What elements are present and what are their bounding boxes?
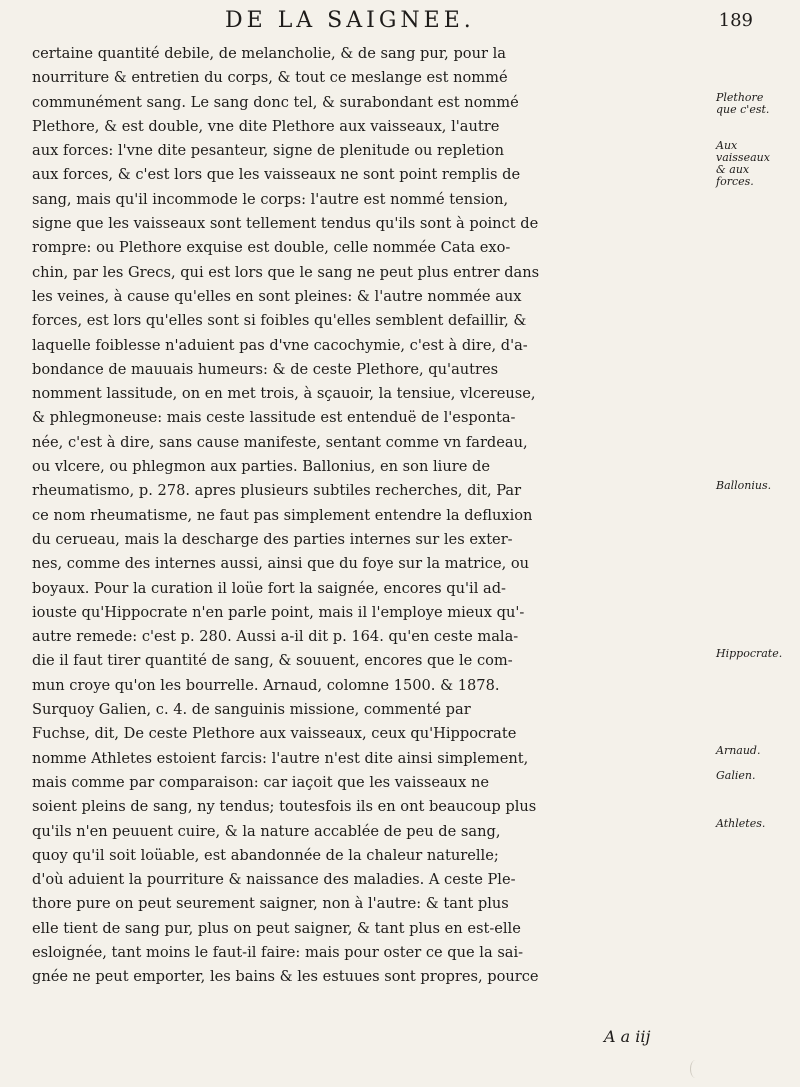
margin-note: Athletes. xyxy=(716,817,766,830)
text-line: Plethore, & est double, vne dite Plethore aux vaisseaux, l'autre xyxy=(32,117,500,135)
text-line: forces, est lors qu'elles sont si foibles qu'elles semblent defaillir, & xyxy=(32,312,527,330)
margin-note: Arnaud. xyxy=(716,744,761,757)
text-line: d'où aduient la pourriture & naissance des maladies. A ceste Ple- xyxy=(32,871,516,889)
text-line: soient pleins de sang, ny tendus; toutesfois ils en ont beaucoup plus xyxy=(32,798,537,816)
text-line: qu'ils n'en peuuent cuire, & la nature accablée de peu de sang, xyxy=(32,822,501,840)
text-line: elle tient de sang pur, plus on peut saigner, & tant plus en est-elle xyxy=(32,919,521,937)
text-line: ce nom rheumatisme, ne faut pas simplement entendre la defluxion xyxy=(32,506,533,524)
text-line: & phlegmoneuse: mais ceste lassitude est entenduë de l'esponta- xyxy=(32,409,516,427)
text-line: les veines, à cause qu'elles en sont pleines: & l'autre nommée aux xyxy=(32,287,522,305)
text-line: Surquoy Galien, c. 4. de sanguinis missione, commenté par xyxy=(32,701,471,719)
text-line: aux forces, & c'est lors que les vaisseaux ne sont point remplis de xyxy=(32,166,521,184)
text-line: ou vlcere, ou phlegmon aux parties. Ballonius, en son liure de xyxy=(32,458,490,476)
text-line: aux forces: l'vne dite pesanteur, signe de plenitude ou repletion xyxy=(32,142,505,160)
text-line: du cerueau, mais la descharge des parties internes sur les exter- xyxy=(32,530,513,548)
margin-note: Plethore xyxy=(716,91,764,104)
text-line: bondance de mauuais humeurs: & de ceste Plethore, qu'autres xyxy=(32,360,499,378)
text-line: mun croye qu'on les bourrelle. Arnaud, colomne 1500. & 1878. xyxy=(32,676,500,694)
margin-note: & aux xyxy=(716,163,750,176)
text-line: laquelle foiblesse n'aduient pas d'vne cacochymie, c'est à dire, d'a- xyxy=(32,336,528,354)
text-line: rompre: ou Plethore exquise est double, celle nommée Cata exo- xyxy=(32,239,511,257)
margin-note: forces. xyxy=(716,175,754,188)
margin-note: que c'est. xyxy=(716,103,770,116)
body-text xyxy=(32,42,708,990)
running-title: DE LA SAIGNEE. xyxy=(225,8,475,33)
text-line: communément sang. Le sang donc tel, & surabondant est nommé xyxy=(32,93,519,111)
text-line: nourriture & entretien du corps, & tout ce meslange est nommé xyxy=(32,69,508,87)
margin-note: Aux xyxy=(716,139,738,152)
margin-note: Galien. xyxy=(716,769,756,782)
text-line: iouste qu'Hippocrate n'en parle point, mais il l'employe mieux qu'- xyxy=(32,603,525,621)
text-line: sang, mais qu'il incommode le corps: l'autre est nommé tension, xyxy=(32,190,509,208)
text-line: autre remede: c'est p. 280. Aussi a-il dit p. 164. qu'en ceste mala- xyxy=(32,628,519,646)
text-line: nomment lassitude, on en met trois, à sçauoir, la tensiue, vlcereuse, xyxy=(32,385,536,403)
text-line: nomme Athletes estoient farcis: l'autre n'est dite ainsi simplement, xyxy=(32,749,529,767)
text-line: quoy qu'il soit loüable, est abandonnée de la chaleur naturelle; xyxy=(32,846,499,864)
text-line: Fuchse, dit, De ceste Plethore aux vaisseaux, ceux qu'Hippocrate xyxy=(32,725,517,743)
text-line: die il faut tirer quantité de sang, & souuent, encores que le com- xyxy=(32,652,513,670)
page-header xyxy=(225,8,765,36)
catchword: A a iij xyxy=(604,1027,651,1046)
text-line: certaine quantité debile, de melancholie, & de sang pur, pour la xyxy=(32,45,506,62)
text-line: signe que les vaisseaux sont tellement tendus qu'ils sont à poinct de xyxy=(32,215,539,233)
text-line: esloignée, tant moins le faut-il faire: mais pour oster ce que la sai- xyxy=(32,943,524,961)
margin-note: Ballonius. xyxy=(716,479,772,492)
text-line: rheumatismo, p. 278. apres plusieurs subtiles recherches, dit, Par xyxy=(32,482,522,500)
text-line: gnée ne peut emporter, les bains & les estuues sont propres, pource xyxy=(32,968,539,986)
text-line: thore pure on peut seurement saigner, non à l'autre: & tant plus xyxy=(32,895,509,913)
text-line: boyaux. Pour la curation il loüe fort la saignée, encores qu'il ad- xyxy=(32,579,506,597)
paper-mark xyxy=(690,1060,701,1078)
text-line: chin, par les Grecs, qui est lors que le sang ne peut plus entrer dans xyxy=(32,263,540,281)
text-line: nes, comme des internes aussi, ainsi que du foye sur la matrice, ou xyxy=(32,555,530,573)
page-number: 189 xyxy=(718,10,753,31)
margin-note: vaisseaux xyxy=(716,151,770,164)
text-line: née, c'est à dire, sans cause manifeste, sentant comme vn fardeau, xyxy=(32,433,528,451)
text-line: mais comme par comparaison: car iaçoit que les vaisseaux ne xyxy=(32,773,489,791)
margin-note: Hippocrate. xyxy=(716,647,783,660)
